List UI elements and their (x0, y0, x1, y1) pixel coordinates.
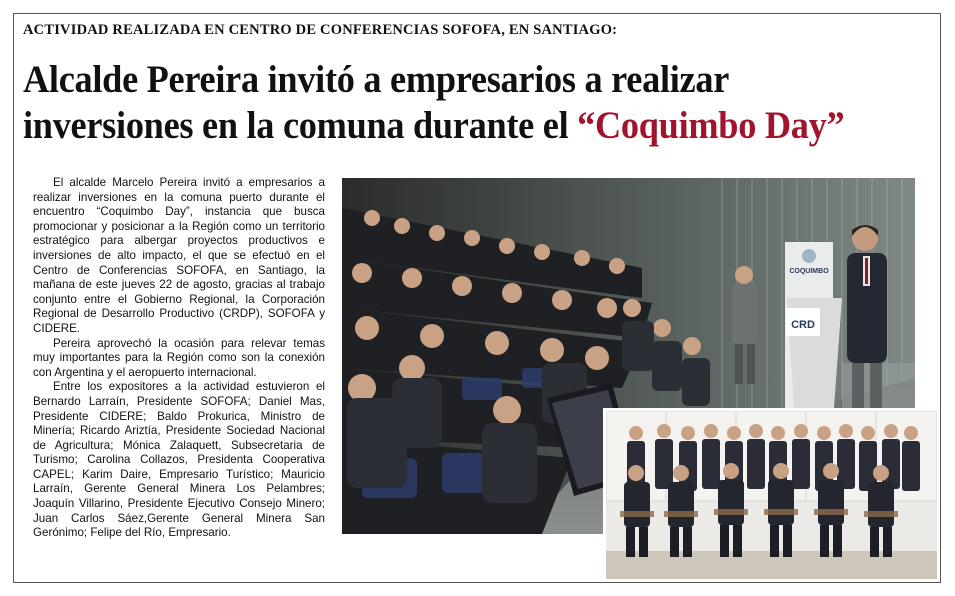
headline-line-2-text: inversiones en la comuna durante el (23, 104, 578, 147)
paragraph-1: El alcalde Marcelo Pereira invitó a empresarios a realizar inversiones en la comuna puerto durante el encuentro “Coquimbo Day”, instancia que busca promocionar y posicionar a la Región como un territorio estratégico para albergar proyectos productivos e inversiones de alto impacto, el que se efectuó en el Centro de Conferencias SOFOFA, en Santiago, la mañana de este jueves 22 de agosto, gracias al trabajo conjunto entre el Gobierno Regional, la Corporación Regional de Desarrollo Productivo (CRDP), SOFOFA y CIDERE. (33, 176, 325, 335)
paragraph-2: Pereira aprovechó la ocasión para relevar temas muy importantes para la Región como son la conexión con Argentina y el aeropuerto internacional. (33, 336, 325, 379)
headline-accent: “Coquimbo Day” (577, 104, 845, 147)
headline-line-1: Alcalde Pereira invitó a empresarios a realizar (23, 58, 730, 101)
paragraph-3: Entre los expositores a la actividad estuvieron el Bernardo Larraín, Presidente SOFOFA; Daniel Mas, Presidente CIDERE; Baldo Prokurica, Ministro de Minería; Ricardo Ariztía, Presidente Sociedad Nacional de Agricultura; Mónica Zalaquett, Subsecretaria de Turismo; Carolina Collazos, Presidenta Cooperativa CAPEL; Karim Daire, Empresario Turístico; Mauricio Larraín, Gerente General Minera Los Pelambres; Joaquín Villarino, Presidente Ejecutivo Consejo Minero; Juan Carlos Sáez,Gerente General Minera San Gerónimo; Felipe del Río, Empresario. (33, 380, 325, 540)
article-kicker: ACTIVIDAD REALIZADA EN CENTRO DE CONFERENCIAS SOFOFA, EN SANTIAGO: (23, 22, 618, 38)
podium-sign: CRD (791, 319, 815, 331)
photo-group (603, 408, 940, 582)
article-headline (23, 57, 860, 149)
article-body (33, 176, 325, 541)
banner-text: COQUIMBO (789, 268, 829, 275)
headline-line-2 (23, 103, 860, 149)
